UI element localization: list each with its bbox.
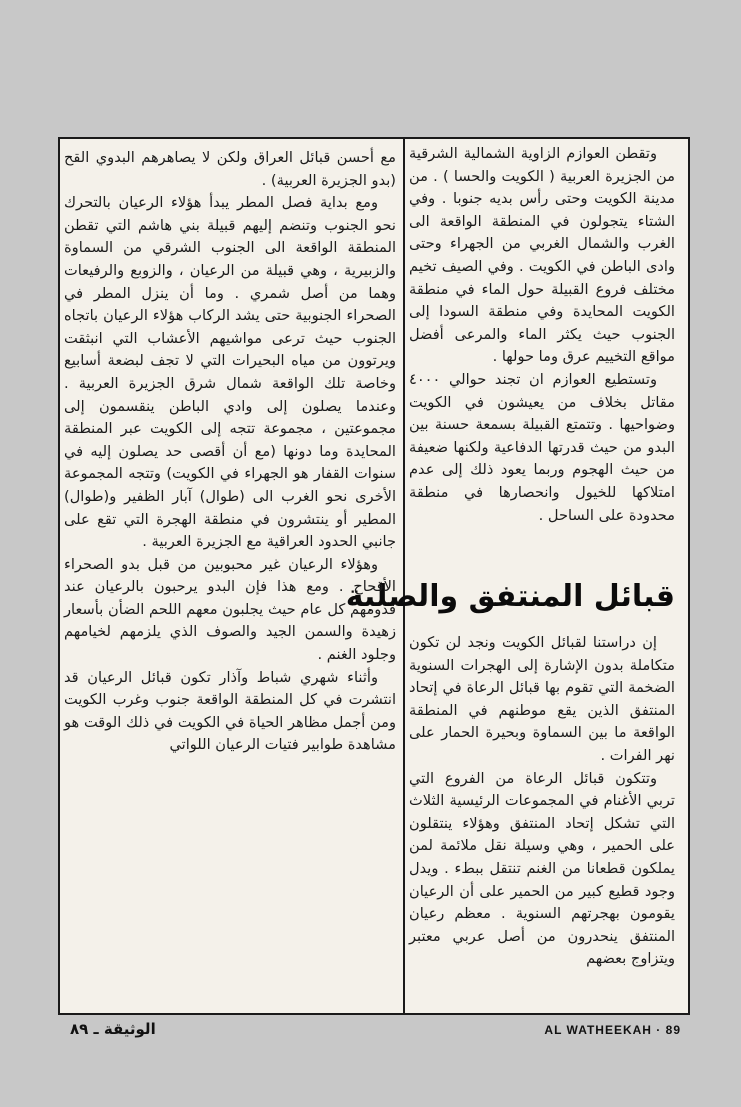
footer-latin-page: AL WATHEEKAH · 89	[544, 1023, 681, 1037]
paragraph: وهؤلاء الرعيان غير محبوبين من قبل بدو الصحراء الأقحاح . ومع هذا فإن البدو يرحبون بالرعيان عند قدومهم كل عام حيث يجلبون معهم اللحم الضأن بأسعار زهيدة والسمن الجيد والصوف الذي يلزمهم لخيامهم وجلود الغنم .	[64, 555, 396, 664]
paragraph: وأثناء شهري شباط وآذار تكون قبائل الرعيان قد انتشرت في كل المنطقة الواقعة جنوب وغرب الكويت ومن أجمل مظاهر الحياة في الكويت في ذلك الوقت هو مشاهدة طوابير فتيات الرعيان اللواتي	[64, 668, 396, 754]
left-column	[64, 147, 396, 757]
paragraph: ومع بداية فصل المطر يبدأ هؤلاء الرعيان بالتحرك نحو الجنوب وتنضم إليهم قبيلة بني هاشم التي تقطن المنطقة الواقعة الى الجنوب الشرقي من السماوة والزبيرية ، وهي قبيلة من الرعيان ، والزوبع والرفيعات وهما من أصل شمري . وما أن ينزل المطر في الصحراء الجنوبية حتى يشد الركاب هؤلاء الرعيان باتجاه الجنوب حيث ترعى مواشيهم الأعشاب التي انبثقت ويرتوون من مياه البحيرات التي لا تجف لبضعة أسابيع وخاصة تلك الواقعة شمال شرق الجزيرة العربية . وعندما يصلون إلى وادي الباطن ينقسمون إلى مجموعتين ، مجموعة تتجه إلى الكويت عبر المنطقة المحايدة وما دونها (مع أن أقصى حد يصلون إليه في سنوات القفار هو الجهراء في الكويت) وتتجه المجموعة الأخرى نحو الغرب الى (طوال) آبار الظفير و(طوال) المطير أو ينتشرون في منطقة الهجرة التي تقع على جانبي الحدود العراقية مع الجزيرة العربية .	[64, 194, 396, 551]
paragraph: وتتكون قبائل الرعاة من الفروع التي تربي الأغنام في المجموعات الرئيسية الثلاث التي تشكل إتحاد المنتفق وهؤلاء ينتقلون على الحمير ، وهي وسيلة نقل ملائمة لمن يملكون قطعانا من الغنم تنتقل ببطء . ويدل وجود قطيع كبير من الحمير على أن الرعيان يقومون بهجرتهم السنوية . معظم رعيان المنتفق ينحدرون من أصل عربي معتبر ويتزاوج بعضهم	[409, 769, 675, 968]
section-heading: قبائل المنتفق والصلبة	[345, 579, 675, 614]
paragraph: وتقطن العوازم الزاوية الشمالية الشرقية من الجزيرة العربية ( الكويت والحسا ) . من مدينة الكويت وحتى رأس بديه جنوبا . وفي الشتاء يتجولون في المنطقة الواقعة الى الغرب والشمال الغربي من الجهراء وحتى وادى الباطن في الكويت . وفي الصيف تخيم مختلف فروع القبيلة حول الماء في منطقة الكويت المحايدة وفي منطقة السودا إلى الجنوب حيث يكثر الماء والمرعى أفضل مواقع التخييم عرق وما حولها .	[409, 145, 675, 366]
paragraph: إن دراستنا لقبائل الكويت ونجد لن تكون متكاملة بدون الإشارة إلى الهجرات السنوية الضخمة التي تقوم بها قبائل الرعاة في إتحاد المنتفق الذين يقع موطنهم في المنطقة الواقعة ما بين السماوة وبحيرة الحمار على نهر الفرات .	[409, 634, 675, 764]
right-column-bottom	[409, 632, 675, 971]
paragraph: وتستطيع العوازم ان تجند حوالي ٤٠٠٠ مقاتل بخلاف من يعيشون في الكويت وضواحيها . وتتمتع القبيلة بسمعة حسنة بين البدو من حيث قدرتها الدفاعية ولكنها ضعيفة من حيث الهجوم وربما يعود ذلك إلى عدم امتلاكها للخيول وانحصارها في منطقة محدودة على الساحل .	[409, 370, 675, 524]
right-column-top	[409, 143, 675, 527]
footer-arabic-page: الوثيقة ـ ٨٩	[70, 1020, 156, 1038]
paragraph: مع أحسن قبائل العراق ولكن لا يصاهرهم البدوي القح (بدو الجزيرة العربية) .	[64, 149, 396, 189]
